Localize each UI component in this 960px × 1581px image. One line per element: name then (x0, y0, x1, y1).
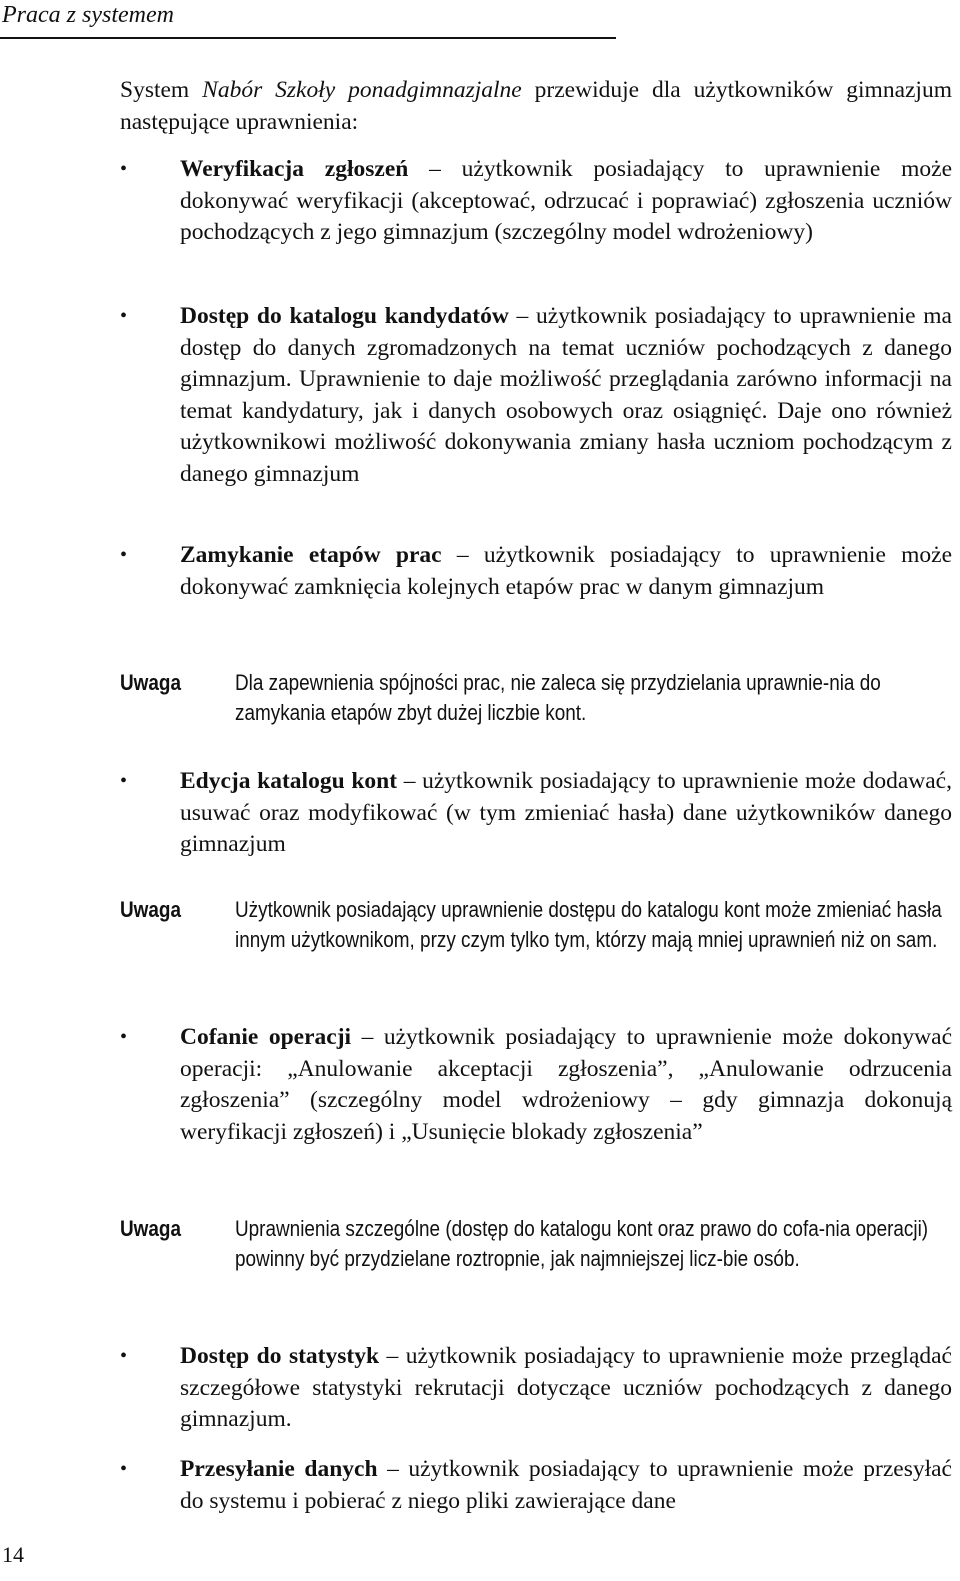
bullet-text: – użytkownik posiadający to uprawnienie ma dostęp do danych zgromadzonych na temat uczniów pochodzących z danego gimnazjum. Uprawnienie to daje możliwość przeglądania zarówno informacji na temat kandydatury, jak i danych osobowych oraz osiągnięć. Daje ono również użytkownikowi możliwość dokonywania zmiany hasła uczniom pochodzącym z danego gimnazjum (180, 303, 952, 487)
bullet-cofanie-operacji (180, 1022, 952, 1148)
bullet-przesylanie-danych (180, 1454, 952, 1517)
running-header-title: Praca z systemem (2, 2, 174, 28)
system-name: Nabór Szkoły ponadgimnazjalne (202, 77, 522, 103)
bullet-term: Dostęp do katalogu kandydatów (180, 303, 509, 329)
note-label: Uwaga (120, 1216, 181, 1241)
bullet-text: – użytkownik posiadający to uprawnienie może dokonywać operacji: „Anulowanie akceptacji zgłoszenia”, „Anulowanie odrzucenia zgłoszenia” (szczególny model wdrożeniowy – gdy gimnazja dokonują weryfikacji zgłoszeń) i „Usunięcie blokady zgłoszenia” (180, 1024, 953, 1145)
intro-paragraph (120, 75, 952, 138)
bullet-term: Zamykanie etapów prac (180, 542, 442, 568)
bullet-term: Edycja katalogu kont (180, 768, 398, 794)
bullet-text: – użytkownik posiadający to uprawnienie może dokonywać weryfikacji (akceptować, odrzucać i poprawiać) zgłoszenia uczniów pochodzących z jego gimnazjum (szczególny model wdrożeniowy) (180, 156, 953, 245)
note-label: Uwaga (120, 897, 181, 922)
page-number: 14 (2, 1542, 24, 1567)
bullet-term: Weryfikacja zgłoszeń (180, 156, 409, 182)
bullet-text: – użytkownik posiadający to uprawnienie może przeglądać szczegółowe statystyki rekrutacji dotyczące uczniów pochodzących z danego gimnazjum. (180, 1343, 952, 1432)
bullet-edycja-katalogu-kont (180, 766, 952, 861)
bullet-text: – użytkownik posiadający to uprawnienie może dodawać, usuwać oraz modyfikować (w tym zmieniać hasła) dane użytkowników danego gimnazjum (180, 768, 952, 857)
note-label: Uwaga (120, 670, 181, 695)
bullet-text: – użytkownik posiadający to uprawnienie może przesyłać do systemu i pobierać z niego pliki zawierające dane (180, 1456, 952, 1514)
bullet-dostep-do-statystyk (180, 1341, 952, 1436)
bullet-term: Cofanie operacji (180, 1024, 352, 1050)
bullet-term: Dostęp do statystyk (180, 1343, 380, 1369)
header-rule (0, 37, 616, 39)
note-text: Użytkownik posiadający uprawnienie dostępu do katalogu kont może zmieniać hasła innym użytkownikom, przy czym tylko tym, którzy mają mniej uprawnień niż on sam. (235, 897, 942, 952)
bullet-term: Przesyłanie danych (180, 1456, 378, 1482)
note-text: Uprawnienia szczególne (dostęp do katalogu kont oraz prawo do cofa-nia operacji) powinny być przydzielane roztropnie, jak najmniejszej licz-bie osób. (235, 1216, 929, 1271)
bullet-dostep-do-katalogu-kandydatow (180, 301, 952, 490)
intro-prefix: System (120, 77, 203, 103)
bullet-zamykanie-etapow-prac (180, 540, 952, 603)
intro-suffix: przewiduje dla użytkowników gimnazjum następujące uprawnienia: (120, 77, 952, 135)
bullet-text: – użytkownik posiadający to uprawnienie może dokonywać zamknięcia kolejnych etapów prac w danym gimnazjum (180, 542, 953, 600)
note-text: Dla zapewnienia spójności prac, nie zaleca się przydzielania uprawnie-nia do zamykania etapów zbyt dużej liczbie kont. (235, 670, 881, 725)
bullet-weryfikacja-zgloszen (180, 154, 952, 249)
